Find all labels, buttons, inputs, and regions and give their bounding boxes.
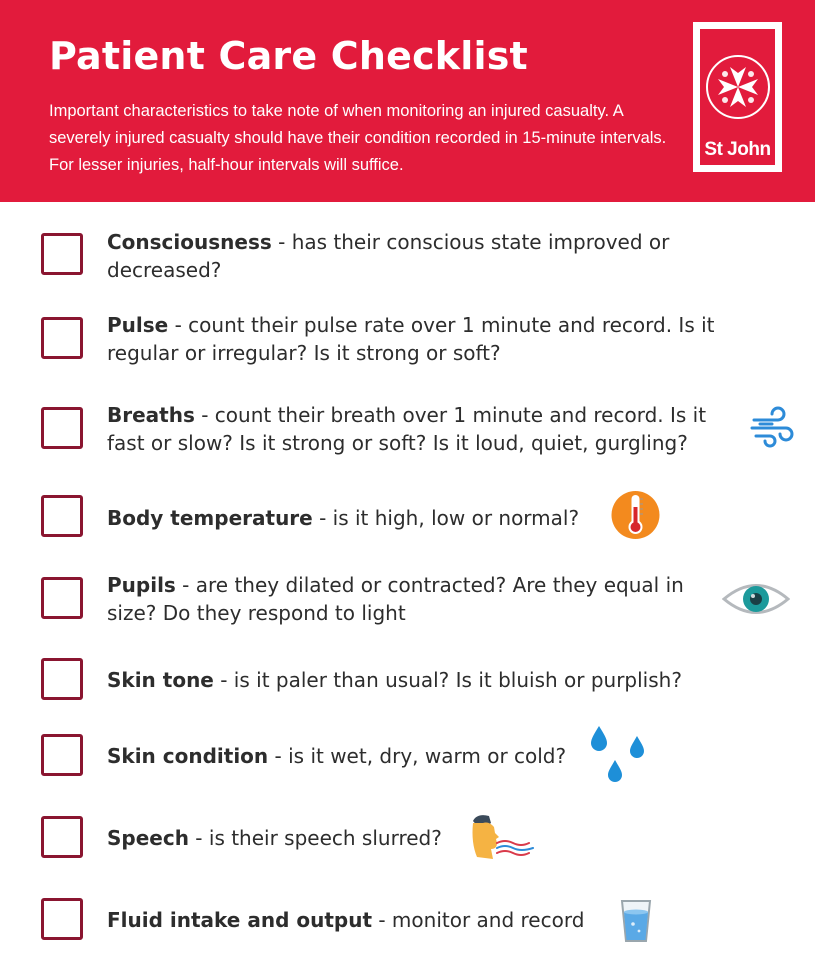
item-description: - are they dilated or contracted? Are they equal in size? Do they respond to light [107, 573, 684, 625]
item-description: - is it high, low or normal? [312, 506, 580, 530]
checkbox-pupils[interactable] [41, 577, 83, 619]
item-text-skin-condition [107, 742, 597, 770]
st-john-logo [693, 22, 782, 172]
item-label: Skin tone [107, 668, 214, 692]
maltese-cross-icon [713, 62, 763, 112]
item-text-fluid-intake [107, 906, 627, 934]
item-text-skin-tone [107, 666, 787, 694]
checkbox-skin-condition[interactable] [41, 734, 83, 776]
item-description: - count their breath over 1 minute and record. Is it fast or slow? Is it strong or soft? Is it loud, quiet, gurgling? [107, 403, 707, 455]
speaking-head-icon [467, 813, 537, 863]
item-description: - is their speech slurred? [188, 826, 442, 850]
water-drops-icon [588, 724, 648, 786]
intro-text: Important characteristics to take note of when monitoring an injured casualty. A severely injured casualty should have their condition recorded in 15-minute intervals. For lesser injuries, half-hour intervals will suffice. [49, 102, 667, 174]
checkbox-skin-tone[interactable] [41, 658, 83, 700]
item-label: Fluid intake and output [107, 908, 372, 932]
page-title: Patient Care Checklist [49, 34, 528, 78]
header-banner [0, 0, 815, 202]
logo-wordmark: St John [704, 139, 771, 160]
item-text-consciousness [107, 228, 747, 284]
checkbox-breaths[interactable] [41, 407, 83, 449]
checkbox-body-temperature[interactable] [41, 495, 83, 537]
item-text-speech [107, 824, 477, 852]
item-text-pulse [107, 311, 767, 367]
checkbox-fluid-intake[interactable] [41, 898, 83, 940]
item-label: Pulse [107, 313, 169, 337]
checkbox-consciousness[interactable] [41, 233, 83, 275]
item-label: Pupils [107, 573, 176, 597]
item-description: - monitor and record [372, 908, 585, 932]
item-description: - is it paler than usual? Is it bluish or purplish? [213, 668, 682, 692]
item-label: Speech [107, 826, 189, 850]
water-glass-icon [619, 898, 653, 944]
wind-icon [750, 404, 796, 450]
item-label: Consciousness [107, 230, 272, 254]
item-text-breaths [107, 401, 747, 457]
item-description: - count their pulse rate over 1 minute and record. Is it regular or irregular? Is it strong or soft? [107, 313, 715, 365]
item-description: - is it wet, dry, warm or cold? [268, 744, 567, 768]
item-label: Breaths [107, 403, 195, 427]
thermometer-icon [611, 489, 660, 541]
eye-icon [722, 576, 790, 622]
item-description: - has their conscious state improved or decreased? [107, 230, 670, 282]
checkbox-pulse[interactable] [41, 317, 83, 359]
item-label: Body temperature [107, 506, 313, 530]
item-label: Skin condition [107, 744, 269, 768]
checkbox-speech[interactable] [41, 816, 83, 858]
item-text-pupils [107, 571, 727, 627]
item-text-body-temperature [107, 504, 627, 532]
